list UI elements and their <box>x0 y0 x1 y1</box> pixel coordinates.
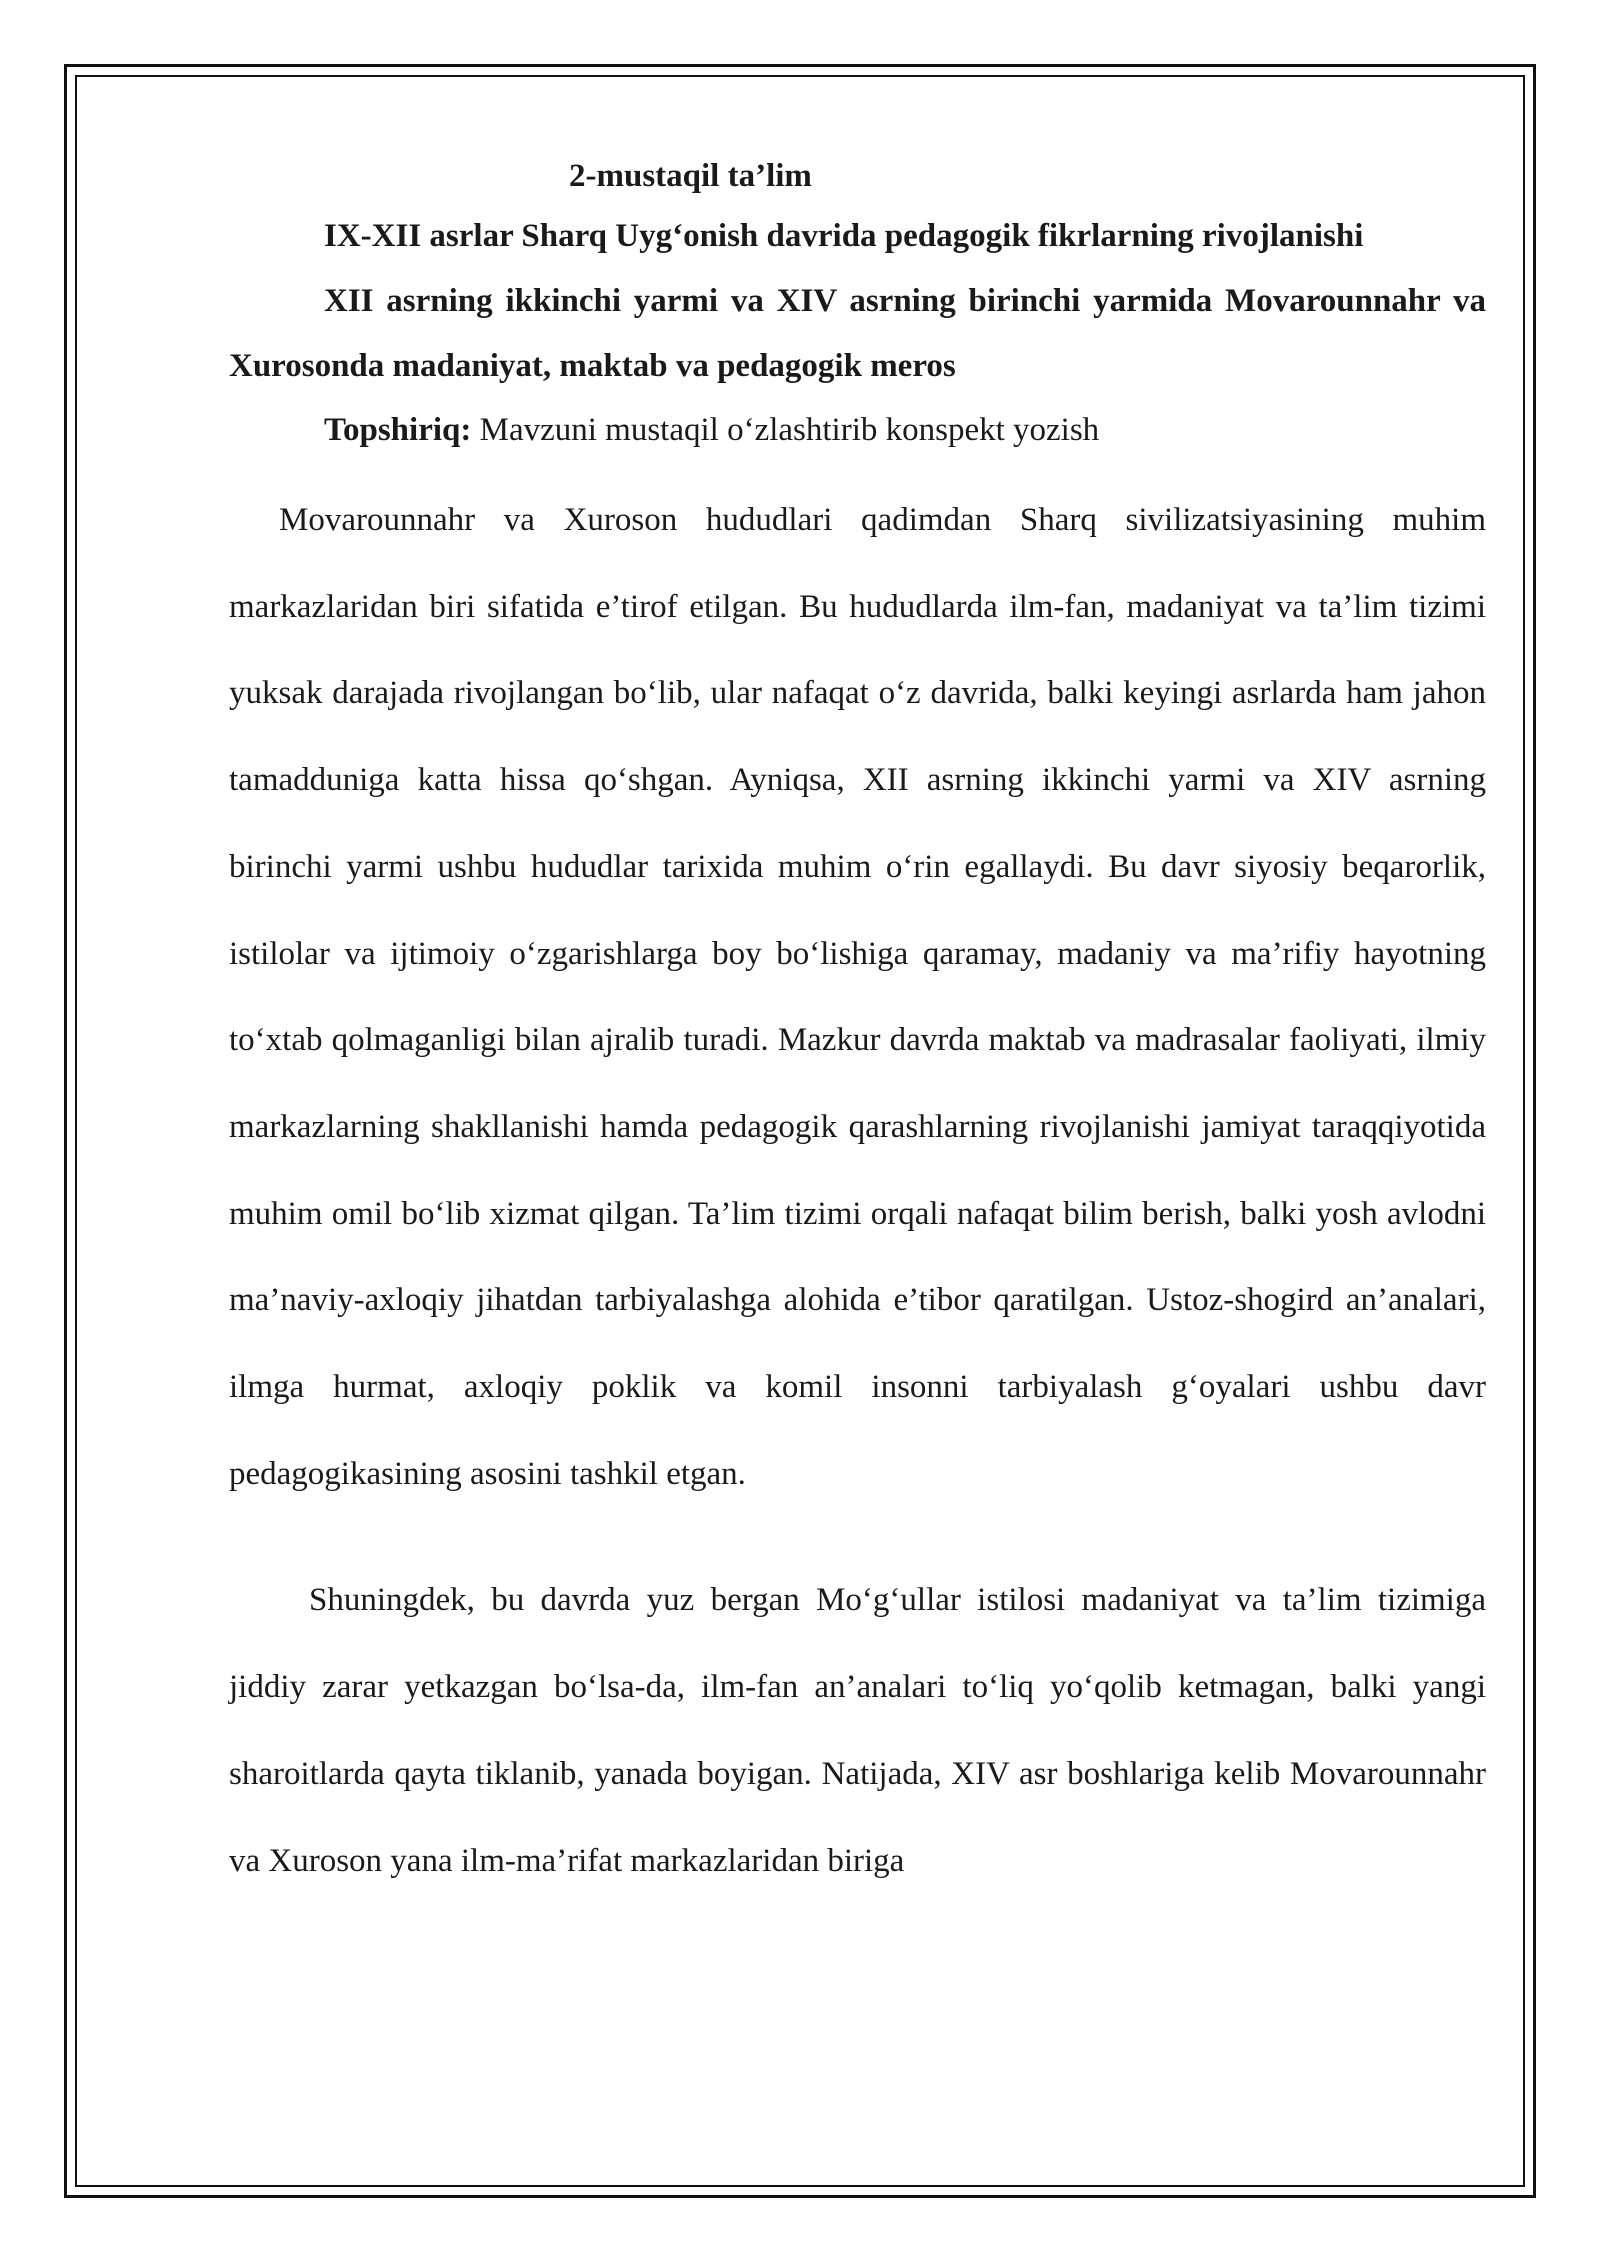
topic-heading-1: IX-XII asrlar Sharq Uyg‘onish davrida pedagogik fikrlarning rivojlanishi <box>324 218 1364 254</box>
body-paragraph-1: Movarounnahr va Xuroson hududlari qadimdan Sharq sivilizatsiyasining muhim markazlaridan biri sifatida e’tirof etilgan. Bu hududlarda ilm-fan, madaniyat va ta’lim tizimi yuksak darajada rivojlangan bo‘lib, ular nafaqat o‘z davrida, balki keyingi asrlarda ham jahon tamadduniga katta hissa qo‘shgan. Ayniqsa, XII asrning ikkinchi yarmi va XIV asrning birinchi yarmi ushbu hududlar tarixida muhim o‘rin egallaydi. Bu davr siyosiy beqarorlik, istilolar va ijtimoiy o‘zgarishlarga boy bo‘lishiga qaramay, madaniy va ma’rifiy hayotning to‘xtab qolmaganligi bilan ajralib turadi. Mazkur davrda maktab va madrasalar faoliyati, ilmiy markazlarning shakllanishi hamda pedagogik qarashlarning rivojlanishi jamiyat taraqqiyotida muhim omil bo‘lib xizmat qilgan. Ta’lim tizimi orqali nafaqat bilim berish, balki yosh avlodni ma’naviy-axloqiy jihatdan tarbiyalashga alohida e’tibor qaratilgan. Ustoz-shogird an’analari, ilmga hurmat, axloqiy poklik va komil insonni tarbiyalash g‘oyalari ushbu davr pedagogikasining asosini tashkil etgan. <box>229 502 1486 1492</box>
document-title: 2-mustaqil ta’lim <box>569 158 812 194</box>
task-line <box>229 399 1486 461</box>
task-label: Topshiriq: <box>324 412 472 448</box>
document-body <box>229 148 1486 1904</box>
task-text: Mavzuni mustaqil o‘zlashtirib konspekt yozish <box>471 412 1100 448</box>
topic-heading-2: XII asrning ikkinchi yarmi va XIV asrning birinchi yarmida Movarounnahr va Xurosonda madaniyat, maktab va pedagogik meros <box>229 283 1486 384</box>
body-paragraph-2: Shuningdek, bu davrda yuz bergan Mo‘g‘ullar istilosi madaniyat va ta’lim tizimiga jiddiy zarar yetkazgan bo‘lsa-da, ilm-fan an’analari to‘liq yo‘qolib ketmagan, balki yangi sharoitlarda qayta tiklanib, yanada boyigan. Natijada, XIV asr boshlariga kelib Movarounnahr va Xuroson yana ilm-ma’rifat markazlaridan biriga <box>229 1582 1486 1879</box>
